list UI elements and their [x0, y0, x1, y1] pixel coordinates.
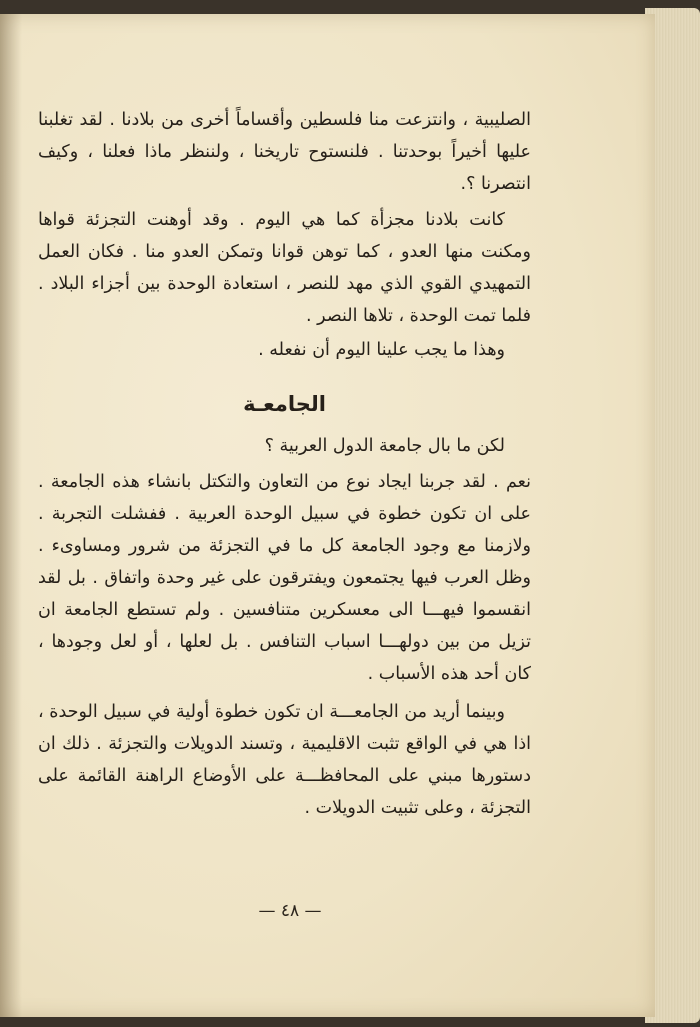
paragraph-continuation: الصليبية ، وانتزعت منا فلسطين وأقساماً أخرى من بلادنا . لقد تغلبنا عليها أخيراً بوحدتنا . فلنستوح تاريخنا ، ولننظر ماذا فعلنا ، وكيف انتصرنا ؟.: [38, 110, 531, 194]
body-text: [38, 104, 531, 824]
page-sheet: [0, 14, 655, 1017]
paragraph-question: لكن ما بال جامعة الدول العربية ؟: [264, 436, 505, 456]
paragraph-league-experiment: نعم . لقد جربنا ايجاد نوع من التعاون والتكتل بانشاء هذه الجامعة . على ان تكون خطوة في سبيل الوحدة العربية . ففشلت التجربة . ولازمنا مع وجود الجامعة كل ما في التجزئة من شرور ومساوىء . وظل العرب فيها يجتمعون ويفترقون على غير وحدة واتفاق . بل لقد انقسموا فيهـــا الى معسكرين متنافسين . ولم تستطع الجامعة ان تزيل من بين دولهـــا اسباب التنافس . بل لعلها ، أو لعل وجودها ، كان أحد هذه الأسباب .: [38, 472, 531, 684]
paragraph-league-regionalism: وبينما أريد من الجامعـــة ان تكون خطوة أولية في سبيل الوحدة ، اذا هي في الواقع تثبت الاقليمية ، وتسند الدويلات والتجزئة . ذلك ان دستورها مبني على المحافظـــة على الأوضاع الراهنة القائمة على التجزئة ، وعلى تثبيت الدويلات .: [38, 702, 531, 818]
gutter-shadow: [0, 14, 22, 1017]
paragraph-what-we-must-do: وهذا ما يجب علينا اليوم أن نفعله .: [258, 340, 505, 360]
paragraph-divided-lands: كانت بلادنا مجزأة كما هي اليوم . وقد أوهنت التجزئة قواها ومكنت منها العدو ، كما توهن قوانا وتمكن العدو منا . فكان العمل التمهيدي القوي الذي مهد للنصر ، استعادة الوحدة بين أجزاء البلاد . فلما تمت الوحدة ، تلاها النصر .: [38, 210, 531, 326]
section-heading: الجامعـة: [243, 392, 326, 416]
page-number: — ٤٨ —: [258, 901, 322, 921]
